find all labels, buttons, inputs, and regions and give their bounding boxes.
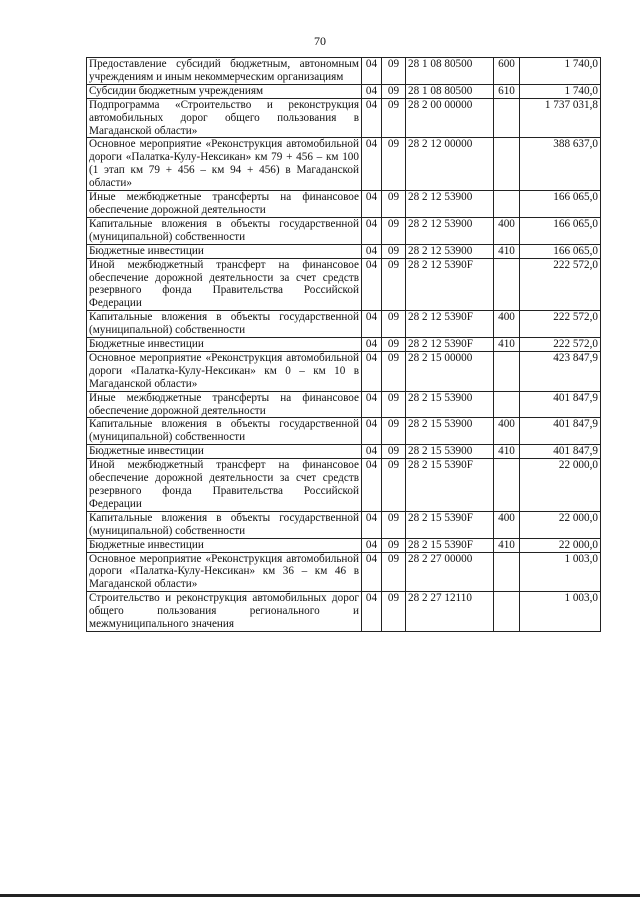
row-description: Основное мероприятие «Реконструкция автомобильной дороги «Палатка-Кулу-Нексикан» км 36 – км 46 в Магаданской области» [87, 552, 362, 592]
row-expense-type [494, 592, 520, 632]
row-target-article: 28 2 12 5390F [406, 258, 494, 311]
row-target-article: 28 1 08 80500 [406, 58, 494, 85]
row-section-code: 04 [362, 511, 382, 538]
table-row [87, 191, 601, 218]
row-expense-type: 410 [494, 244, 520, 258]
row-expense-type [494, 258, 520, 311]
row-description: Иной межбюджетный трансферт на финансовое обеспечение дорожной деятельности за счет средств резервного фонда Правительства Российской Федерации [87, 459, 362, 512]
page-number: 70 [314, 34, 326, 48]
row-section-code: 04 [362, 311, 382, 338]
row-description: Капитальные вложения в объекты государственной (муниципальной) собственности [87, 217, 362, 244]
table-row [87, 244, 601, 258]
table-row [87, 138, 601, 191]
row-description: Предоставление субсидий бюджетным, автономным учреждениям и иным некоммерческим организациям [87, 58, 362, 85]
row-target-article: 28 2 12 5390F [406, 311, 494, 338]
row-description: Бюджетные инвестиции [87, 244, 362, 258]
row-target-article: 28 2 15 53900 [406, 391, 494, 418]
row-amount: 1 740,0 [520, 58, 601, 85]
row-target-article: 28 2 00 00000 [406, 98, 494, 138]
row-expense-type [494, 138, 520, 191]
row-expense-type: 400 [494, 217, 520, 244]
row-section-code: 04 [362, 445, 382, 459]
row-expense-type [494, 98, 520, 138]
row-expense-type [494, 351, 520, 391]
row-target-article: 28 2 15 5390F [406, 511, 494, 538]
table-row [87, 98, 601, 138]
row-target-article: 28 1 08 80500 [406, 84, 494, 98]
bottom-rule [0, 894, 640, 897]
row-section-code: 04 [362, 538, 382, 552]
row-description: Капитальные вложения в объекты государственной (муниципальной) собственности [87, 418, 362, 445]
row-target-article: 28 2 12 53900 [406, 244, 494, 258]
table-row [87, 351, 601, 391]
table-row [87, 58, 601, 85]
table-row [87, 391, 601, 418]
row-target-article: 28 2 15 5390F [406, 459, 494, 512]
table-row [87, 459, 601, 512]
row-expense-type [494, 552, 520, 592]
row-amount: 401 847,9 [520, 418, 601, 445]
row-amount: 423 847,9 [520, 351, 601, 391]
row-section-code: 04 [362, 244, 382, 258]
row-target-article: 28 2 12 53900 [406, 191, 494, 218]
row-amount: 22 000,0 [520, 459, 601, 512]
table-row [87, 258, 601, 311]
row-expense-type: 400 [494, 418, 520, 445]
row-amount: 222 572,0 [520, 311, 601, 338]
row-section-code: 04 [362, 391, 382, 418]
row-section-code: 04 [362, 258, 382, 311]
row-subsection-code: 09 [382, 459, 406, 512]
budget-table [86, 57, 601, 632]
row-description: Основное мероприятие «Реконструкция автомобильной дороги «Палатка-Кулу-Нексикан» км 0 – км 10 в Магаданской области» [87, 351, 362, 391]
row-description: Иной межбюджетный трансферт на финансовое обеспечение дорожной деятельности за счет средств резервного фонда Правительства Российской Федерации [87, 258, 362, 311]
row-subsection-code: 09 [382, 511, 406, 538]
row-section-code: 04 [362, 459, 382, 512]
row-section-code: 04 [362, 84, 382, 98]
row-subsection-code: 09 [382, 258, 406, 311]
row-expense-type [494, 391, 520, 418]
table-row [87, 311, 601, 338]
row-section-code: 04 [362, 592, 382, 632]
row-expense-type: 610 [494, 84, 520, 98]
row-expense-type: 410 [494, 538, 520, 552]
row-subsection-code: 09 [382, 418, 406, 445]
row-target-article: 28 2 12 00000 [406, 138, 494, 191]
row-section-code: 04 [362, 418, 382, 445]
row-target-article: 28 2 27 00000 [406, 552, 494, 592]
row-description: Бюджетные инвестиции [87, 445, 362, 459]
row-description: Бюджетные инвестиции [87, 338, 362, 352]
row-expense-type: 400 [494, 511, 520, 538]
row-section-code: 04 [362, 338, 382, 352]
row-amount: 166 065,0 [520, 244, 601, 258]
table-row [87, 418, 601, 445]
row-subsection-code: 09 [382, 552, 406, 592]
row-description: Иные межбюджетные трансферты на финансовое обеспечение дорожной деятельности [87, 391, 362, 418]
row-subsection-code: 09 [382, 338, 406, 352]
table-row [87, 538, 601, 552]
row-subsection-code: 09 [382, 138, 406, 191]
table-row [87, 552, 601, 592]
row-amount: 401 847,9 [520, 445, 601, 459]
row-expense-type: 400 [494, 311, 520, 338]
row-section-code: 04 [362, 98, 382, 138]
row-subsection-code: 09 [382, 98, 406, 138]
row-description: Капитальные вложения в объекты государственной (муниципальной) собственности [87, 511, 362, 538]
row-expense-type: 410 [494, 338, 520, 352]
row-subsection-code: 09 [382, 311, 406, 338]
row-section-code: 04 [362, 138, 382, 191]
row-amount: 166 065,0 [520, 191, 601, 218]
row-target-article: 28 2 15 00000 [406, 351, 494, 391]
row-amount: 166 065,0 [520, 217, 601, 244]
row-description: Основное мероприятие «Реконструкция автомобильной дороги «Палатка-Кулу-Нексикан» км 79 + 456 – км 100 (1 этап км 79 + 456 – км 94 + 456) в Магаданской области» [87, 138, 362, 191]
row-section-code: 04 [362, 217, 382, 244]
row-section-code: 04 [362, 191, 382, 218]
row-target-article: 28 2 15 5390F [406, 538, 494, 552]
table-row [87, 592, 601, 632]
row-description: Подпрограмма «Строительство и реконструкция автомобильных дорог общего пользования в Магаданской области» [87, 98, 362, 138]
table-row [87, 445, 601, 459]
row-description: Строительство и реконструкция автомобильных дорог общего пользования регионального и межмуниципального значения [87, 592, 362, 632]
row-subsection-code: 09 [382, 445, 406, 459]
row-expense-type: 600 [494, 58, 520, 85]
table-row [87, 338, 601, 352]
row-amount: 1 003,0 [520, 592, 601, 632]
row-description: Субсидии бюджетным учреждениям [87, 84, 362, 98]
row-target-article: 28 2 27 12110 [406, 592, 494, 632]
row-section-code: 04 [362, 552, 382, 592]
row-subsection-code: 09 [382, 84, 406, 98]
row-subsection-code: 09 [382, 217, 406, 244]
row-amount: 1 740,0 [520, 84, 601, 98]
table-row [87, 511, 601, 538]
row-amount: 222 572,0 [520, 338, 601, 352]
row-subsection-code: 09 [382, 592, 406, 632]
row-target-article: 28 2 15 53900 [406, 445, 494, 459]
row-amount: 222 572,0 [520, 258, 601, 311]
row-target-article: 28 2 12 53900 [406, 217, 494, 244]
row-amount: 22 000,0 [520, 538, 601, 552]
row-subsection-code: 09 [382, 391, 406, 418]
row-subsection-code: 09 [382, 244, 406, 258]
row-section-code: 04 [362, 351, 382, 391]
row-description: Бюджетные инвестиции [87, 538, 362, 552]
row-subsection-code: 09 [382, 351, 406, 391]
row-amount: 1 003,0 [520, 552, 601, 592]
row-expense-type [494, 191, 520, 218]
row-expense-type [494, 459, 520, 512]
row-description: Иные межбюджетные трансферты на финансовое обеспечение дорожной деятельности [87, 191, 362, 218]
row-subsection-code: 09 [382, 191, 406, 218]
row-description: Капитальные вложения в объекты государственной (муниципальной) собственности [87, 311, 362, 338]
row-section-code: 04 [362, 58, 382, 85]
row-amount: 1 737 031,8 [520, 98, 601, 138]
row-subsection-code: 09 [382, 58, 406, 85]
row-amount: 22 000,0 [520, 511, 601, 538]
row-amount: 401 847,9 [520, 391, 601, 418]
row-target-article: 28 2 12 5390F [406, 338, 494, 352]
row-target-article: 28 2 15 53900 [406, 418, 494, 445]
table-row [87, 217, 601, 244]
row-subsection-code: 09 [382, 538, 406, 552]
budget-table-body [87, 58, 601, 632]
row-amount: 388 637,0 [520, 138, 601, 191]
table-row [87, 84, 601, 98]
row-expense-type: 410 [494, 445, 520, 459]
